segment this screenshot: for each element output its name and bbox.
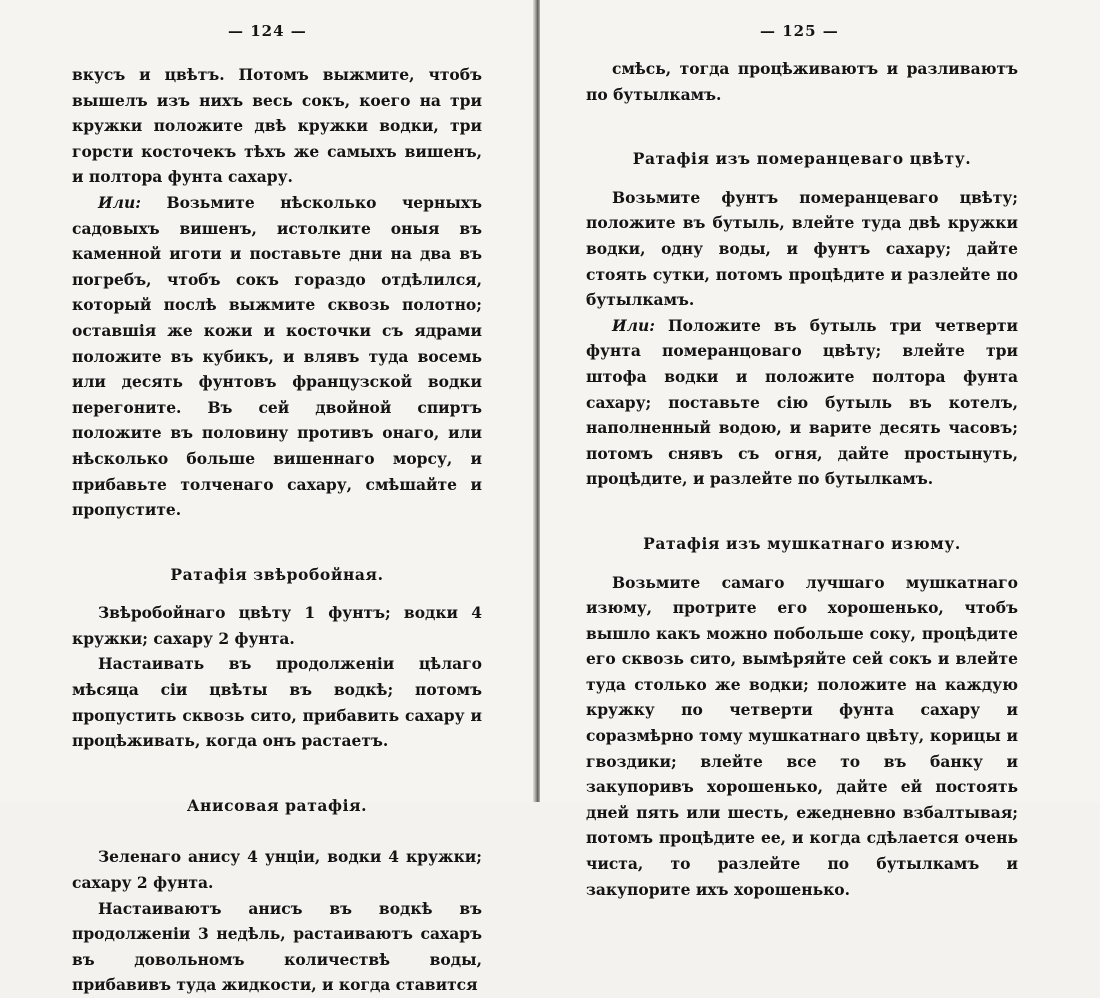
paragraph	[72, 600, 482, 651]
paragraph-text: вкусъ и цвѣтъ. Потомъ выжмите, чтобъ вышелъ изъ нихъ весь сокъ, коего на три кружки положите двѣ кружки водки, три горсти косточекъ тѣхъ же самыхъ вишенъ, и полтора фунта сахару.	[72, 65, 482, 187]
spacer	[586, 107, 1018, 146]
spacer	[72, 818, 482, 844]
paragraph	[72, 651, 482, 753]
page-number: — 124 —	[228, 22, 307, 40]
paragraph	[586, 570, 1018, 903]
paragraph-lead: Или:	[612, 315, 655, 335]
page-body	[72, 62, 482, 998]
recipe-heading: Ратафія изъ померанцеваго цвѣту.	[632, 149, 972, 169]
page-body	[586, 56, 1018, 902]
recipe-heading: Ратафія изъ мушкатнаго изюму.	[643, 533, 961, 553]
paragraph	[72, 896, 482, 998]
paragraph-text: Звѣробойнаго цвѣту 1 фунтъ; водки 4 кружки; сахару 2 фунта.	[72, 603, 482, 648]
spacer	[72, 754, 482, 793]
spacer	[72, 523, 482, 562]
paragraph-text: Положите въ бутыль три четверти фунта померанцоваго цвѣту; влейте три штофа водки и положите полтора фунта сахару; поставьте сію бутыль въ котелъ, наполненный водою, и варите десять часовъ; потомъ снявъ съ огня, дайте простынуть, процѣдите, и разлейте по бутылкамъ.	[586, 315, 1018, 489]
recipe-heading: Анисовая ратафія.	[186, 795, 368, 815]
paragraph-text: Возьмите нѣсколько черныхъ садовыхъ вишенъ, истолките оныя въ каменной иготи и поставьте дни на два въ погребъ, чтобъ сокъ гораздо отдѣлился, который послѣ выжмите сквозь полотно; оставшія же кожи и косточки съ ядрами положите въ кубикъ, и влявъ туда восемь или десять фунтовъ французской водки перегоните. Въ сей двойной спиртъ положите въ половину противъ онаго, или нѣсколько больше вишеннаго морсу, и прибавьте толченаго сахару, смѣшайте и пропустите.	[72, 192, 482, 520]
paragraph	[586, 185, 1018, 313]
right-page	[540, 0, 1100, 899]
recipe-heading: Ратафія звѣробойная.	[170, 564, 384, 584]
paragraph-text: Настаиваютъ анисъ въ водкѣ въ продолженіи 3 недѣль, растаиваютъ сахаръ въ довольномъ количествѣ воды, прибавивъ туда жидкости, и когда ставится	[72, 898, 482, 995]
spacer	[72, 587, 482, 600]
paragraph	[586, 313, 1018, 492]
spacer	[586, 557, 1018, 570]
spacer	[586, 492, 1018, 531]
paragraph-lead: Или:	[98, 192, 141, 212]
paragraph	[72, 190, 482, 523]
page-number: — 125 —	[760, 22, 839, 40]
paragraph-text: Зеленаго анису 4 унціи, водки 4 кружки; сахару 2 фунта.	[72, 847, 482, 893]
paragraph	[586, 56, 1018, 107]
spacer	[586, 172, 1018, 185]
paragraph	[72, 844, 482, 895]
paragraph-text: смѣсь, тогда процѣживаютъ и разливаютъ по бутылкамъ.	[586, 59, 1018, 104]
paragraph-text: Возьмите самаго лучшаго мушкатнаго изюму, протрите его хорошенько, чтобъ вышло какъ можно побольше соку, процѣдите его сквозь сито, вымѣряйте сей сокъ и влейте туда столько же водки; положите на каждую кружку по четверти фунта сахару и соразмѣрно тому мушкатнаго цвѣту, корицы и гвоздики; влейте все то въ банку и закупоривъ хорошенько, дайте ей постоять дней пять или шесть, ежедневно взбалтывая; потомъ процѣдите ее, и когда сдѣлается очень чиста, то разлейте по бутылкамъ и закупорите ихъ хорошенько.	[586, 572, 1018, 899]
paragraph	[72, 62, 482, 190]
paragraph-text: Возьмите фунтъ померанцеваго цвѣту; положите въ бутыль, влейте туда двѣ кружки водки, одну воды, и фунтъ сахару; дайте стоять сутки, потомъ процѣдите и разлейте по бутылкамъ.	[586, 187, 1018, 310]
paragraph-text: Настаивать въ продолженіи цѣлаго мѣсяца сіи цвѣты въ водкѣ; потомъ пропустить сквозь сито, прибавить сахару и процѣживать, когда онъ растаетъ.	[72, 654, 482, 751]
left-page	[0, 0, 536, 995]
